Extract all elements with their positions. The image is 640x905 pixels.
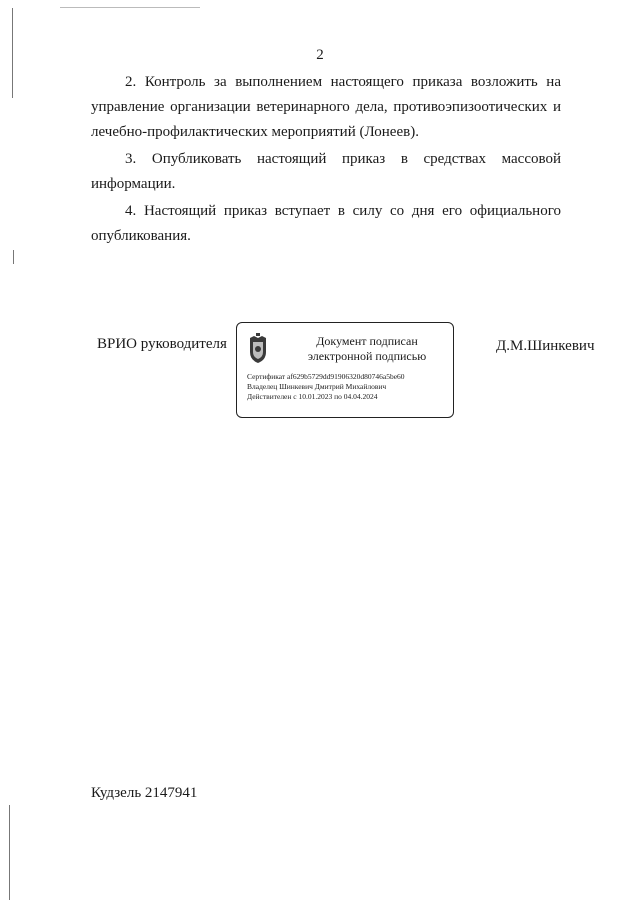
paragraph-publish: 3. Опубликовать настоящий приказ в средствах массовой информации. bbox=[91, 151, 561, 192]
executor-note: Кудзель 2147941 bbox=[91, 785, 198, 801]
scan-edge-mark bbox=[13, 250, 14, 264]
certificate-validity: Действителен с 10.01.2023 по 04.04.2024 bbox=[247, 392, 378, 401]
stamp-title-line: электронной подписью bbox=[307, 349, 427, 363]
stamp-title bbox=[287, 334, 447, 364]
stamp-title-line: Документ подписан bbox=[316, 334, 418, 348]
electronic-signature-stamp bbox=[236, 322, 454, 418]
scan-edge-mark bbox=[9, 805, 10, 900]
signatory-position: ВРИО руководителя bbox=[97, 336, 227, 352]
paragraph-control: 2. Контроль за выполнением настоящего приказа возложить на управление организации ветеринарного дела, противоэпизоотических и лечебно-профилактических мероприятий (Лонеев). bbox=[91, 74, 561, 140]
coat-of-arms-icon bbox=[246, 332, 270, 364]
certificate-owner: Владелец Шинкевич Дмитрий Михайлович bbox=[247, 382, 387, 391]
scan-edge-mark bbox=[60, 7, 200, 8]
document-body bbox=[91, 70, 561, 251]
signatory-name: Д.М.Шинкевич bbox=[496, 338, 595, 354]
stamp-details bbox=[247, 372, 405, 402]
certificate-number: Сертификат af629b5729dd91906320d80746a5be60 bbox=[247, 372, 405, 381]
paragraph-effective: 4. Настоящий приказ вступает в силу со дня его официального опубликования. bbox=[91, 203, 561, 244]
page-number: 2 bbox=[316, 47, 324, 63]
